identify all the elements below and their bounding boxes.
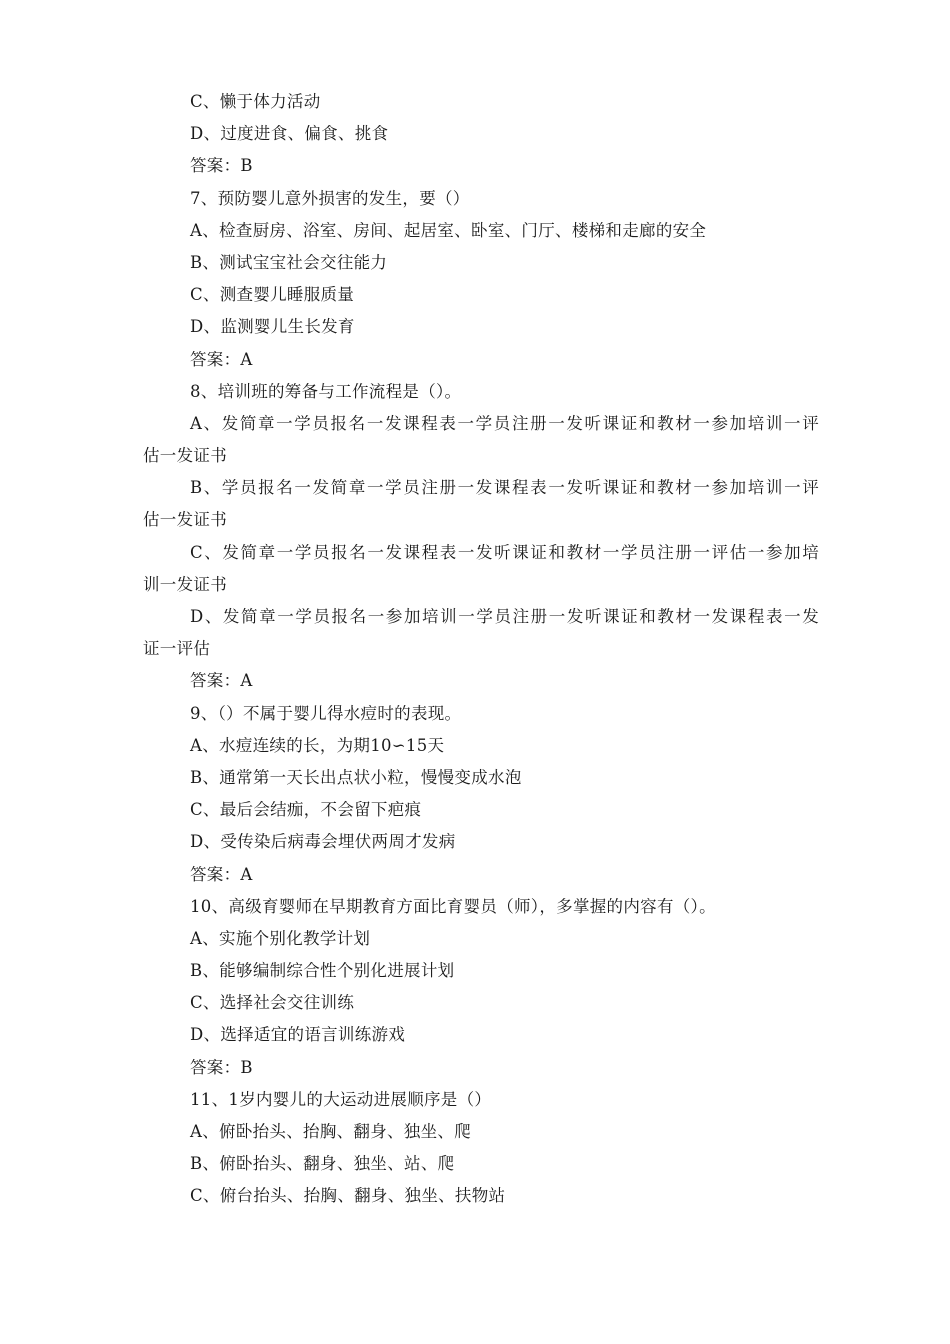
option-text: A、检查厨房、浴室、房间、起居室、卧室、门厅、楼梯和走廊的安全 xyxy=(190,220,707,240)
option-text: D、发简章一学员报名一参加培训一学员注册一发听课证和教材一发课程表一发 xyxy=(190,607,819,626)
option-text: C、俯台抬头、抬胸、翻身、独坐、扶物站 xyxy=(190,1186,506,1206)
option-text: D、过度进食、偏食、挑食 xyxy=(190,124,389,144)
question-text: 9、（）不属于婴儿得水痘时的表现。 xyxy=(190,703,462,723)
option-text: C、懒于体力活动 xyxy=(190,92,321,111)
option-text: C、发简章一学员报名一发课程表一发听课证和教材一学员注册一评估一参加培 xyxy=(190,542,819,562)
answer-line: 答案：A xyxy=(190,671,253,691)
option-text: A、俯卧抬头、抬胸、翻身、独坐、爬 xyxy=(190,1122,472,1141)
option-text-continuation: 估一发证书 xyxy=(143,446,227,466)
option-text: D、监测婴儿生长发育 xyxy=(190,317,355,337)
option-text: B、俯卧抬头、翻身、独坐、站、爬 xyxy=(190,1154,455,1174)
option-text-continuation: 训一发证书 xyxy=(143,574,227,594)
option-text-continuation: 证一评估 xyxy=(143,639,211,659)
question-text: 10、高级育婴师在早期教育方面比育婴员（师），多掌握的内容有（）。 xyxy=(190,896,716,916)
question-list xyxy=(143,86,819,1213)
option-text: A、实施个别化教学计划 xyxy=(190,928,371,948)
question-text: 7、预防婴儿意外损害的发生，要（） xyxy=(190,188,470,208)
option-text: C、选择社会交往训练 xyxy=(190,993,355,1013)
option-text: B、能够编制综合性个别化进展计划 xyxy=(190,961,455,981)
question-text: 11、1岁内婴儿的大运动进展顺序是（） xyxy=(190,1089,492,1109)
answer-line: 答案：A xyxy=(190,864,253,884)
answer-line: 答案：B xyxy=(190,156,253,176)
option-text: B、通常第一天长出点状小粒，慢慢变成水泡 xyxy=(190,767,522,787)
option-text: C、测查婴儿睡服质量 xyxy=(190,285,355,305)
answer-line: 答案：A xyxy=(190,349,253,369)
option-text-continuation: 估一发证书 xyxy=(143,510,227,530)
option-text: B、学员报名一发简章一学员注册一发课程表一发听课证和教材一参加培训一评 xyxy=(190,478,819,498)
option-text: A、发简章一学员报名一发课程表一学员注册一发听课证和教材一参加培训一评 xyxy=(190,413,819,433)
answer-line: 答案：B xyxy=(190,1057,253,1077)
option-text: C、最后会结痂，不会留下疤痕 xyxy=(190,800,422,820)
option-text: D、受传染后病毒会埋伏两周才发病 xyxy=(190,832,456,852)
option-text: A、水痘连续的长，为期10∽15天 xyxy=(190,735,445,755)
option-text: D、选择适宜的语言训练游戏 xyxy=(190,1025,406,1045)
question-text: 8、培训班的筹备与工作流程是（）。 xyxy=(190,381,462,401)
option-text: B、测试宝宝社会交往能力 xyxy=(190,252,388,272)
